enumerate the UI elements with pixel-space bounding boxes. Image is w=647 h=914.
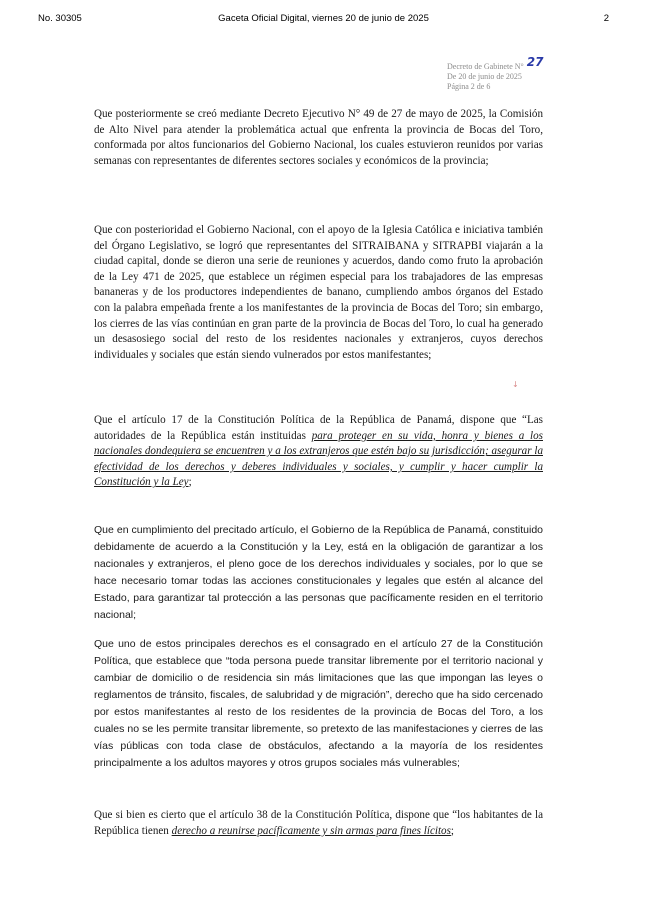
decree-date: De 20 de junio de 2025 bbox=[447, 72, 522, 81]
paragraph-5: Que uno de estos principales derechos es el consagrado en el artículo 27 de la Constitución Política, que establece que “toda persona puede transitar libremente por el territorio nacional y cambiar de domicilio o de residencia sin más limitaciones que las que impongan las leyes o reglamentos de tránsito, fiscales, de salubridad y de migración”, derecho que ha sido cercenado por estos manifestantes al resto de los residentes de la provincia de Bocas del Toro, a los cuales no se les permite transitar libremente, so pretexto de las manifestaciones y cierres de las vías públicas con toda clase de obstáculos, afectando a la mayoría de los residentes principalmente a los adultos mayores y otros grupos sociales más vulnerables; bbox=[94, 638, 543, 769]
decree-number-handwritten: 27 bbox=[526, 55, 544, 69]
paragraph-4: Que en cumplimiento del precitado artículo, el Gobierno de la República de Panamá, constituido debidamente de acuerdo a la Constitución y la Ley, está en la obligación de garantizar a los nacionales y extranjeros, el pleno goce de los derechos individuales y sociales, por lo que se hace necesario tomar todas las acciones constitucionales y legales que estén al alcance del Estado, para garantizar tal protección a las personas que pacíficamente residen en el territorio nacional; bbox=[94, 524, 543, 621]
paragraph-3 bbox=[94, 413, 543, 491]
paragraph-2: Que con posterioridad el Gobierno Nacional, con el apoyo de la Iglesia Católica e iniciativa también del Órgano Legislativo, se logró que representantes del SITRAIBANA y SITRAPBI viajarán a la ciudad capital, donde se dieron una serie de reuniones y acuerdos, dando como fruto la aprobación de la Ley 471 de 2025, que establece un régimen especial para los trabajadores de las empresas bananeras y de los productores independientes de banano, cumpliendo ambos órganos del Estado con la palabra empeñada frente a los manifestantes de la provincia de Bocas del Toro; sin embargo, los cierres de las vías continúan en gran parte de la provincia de Bocas del Toro, lo cual ha generado un desasosiego social del resto de los residentes nacionales y extranjeros, cuyos derechos individuales y sociales que están siendo vulnerados por estos manifestantes; bbox=[94, 224, 543, 361]
margin-mark: ↓ bbox=[512, 380, 519, 389]
gazette-number: No. 30305 bbox=[38, 13, 82, 24]
gazette-title: Gaceta Oficial Digital, viernes 20 de junio de 2025 bbox=[218, 13, 429, 24]
decree-label: Decreto de Gabinete N° bbox=[447, 62, 524, 71]
paragraph-6 bbox=[94, 808, 543, 839]
decree-stamp bbox=[447, 55, 544, 92]
decree-page: Página 2 de 6 bbox=[447, 82, 491, 91]
paragraph-6-end: ; bbox=[450, 824, 454, 837]
paragraph-3-end: ; bbox=[188, 476, 192, 489]
paragraph-3-text: Que el artículo 17 de la Constitución Política de la República de Panamá, dispone que “Las autoridades de la República están instituidas bbox=[94, 414, 543, 442]
paragraph-1: Que posteriormente se creó mediante Decreto Ejecutivo N° 49 de 27 de mayo de 2025, la Comisión de Alto Nivel para atender la problemática actual que enfrenta la provincia de Bocas del Toro, conformada por altos funcionarios del Gobierno Nacional, los cuales estuvieron reunidos por varias semanas con representantes de diferentes sectores sociales y económicos de la provincia; bbox=[94, 108, 543, 167]
page-number: 2 bbox=[603, 13, 609, 24]
paragraph-6-quote: derecho a reunirse pacíficamente y sin armas para fines lícitos bbox=[171, 824, 451, 837]
decree-line bbox=[447, 55, 544, 72]
paragraph-6-text: Que si bien es cierto que el artículo 38 de la Constitución Política, dispone que “los habitantes de la República tienen bbox=[94, 809, 543, 837]
paragraph-3-quote: para proteger en su vida, honra y bienes a los nacionales dondequiera se encuentren y a los extranjeros que estén bajo su jurisdicción; asegurar la efectividad de los derechos y deberes individuales y sociales, y cumplir y hacer cumplir la Constitución y la Ley bbox=[94, 429, 543, 489]
